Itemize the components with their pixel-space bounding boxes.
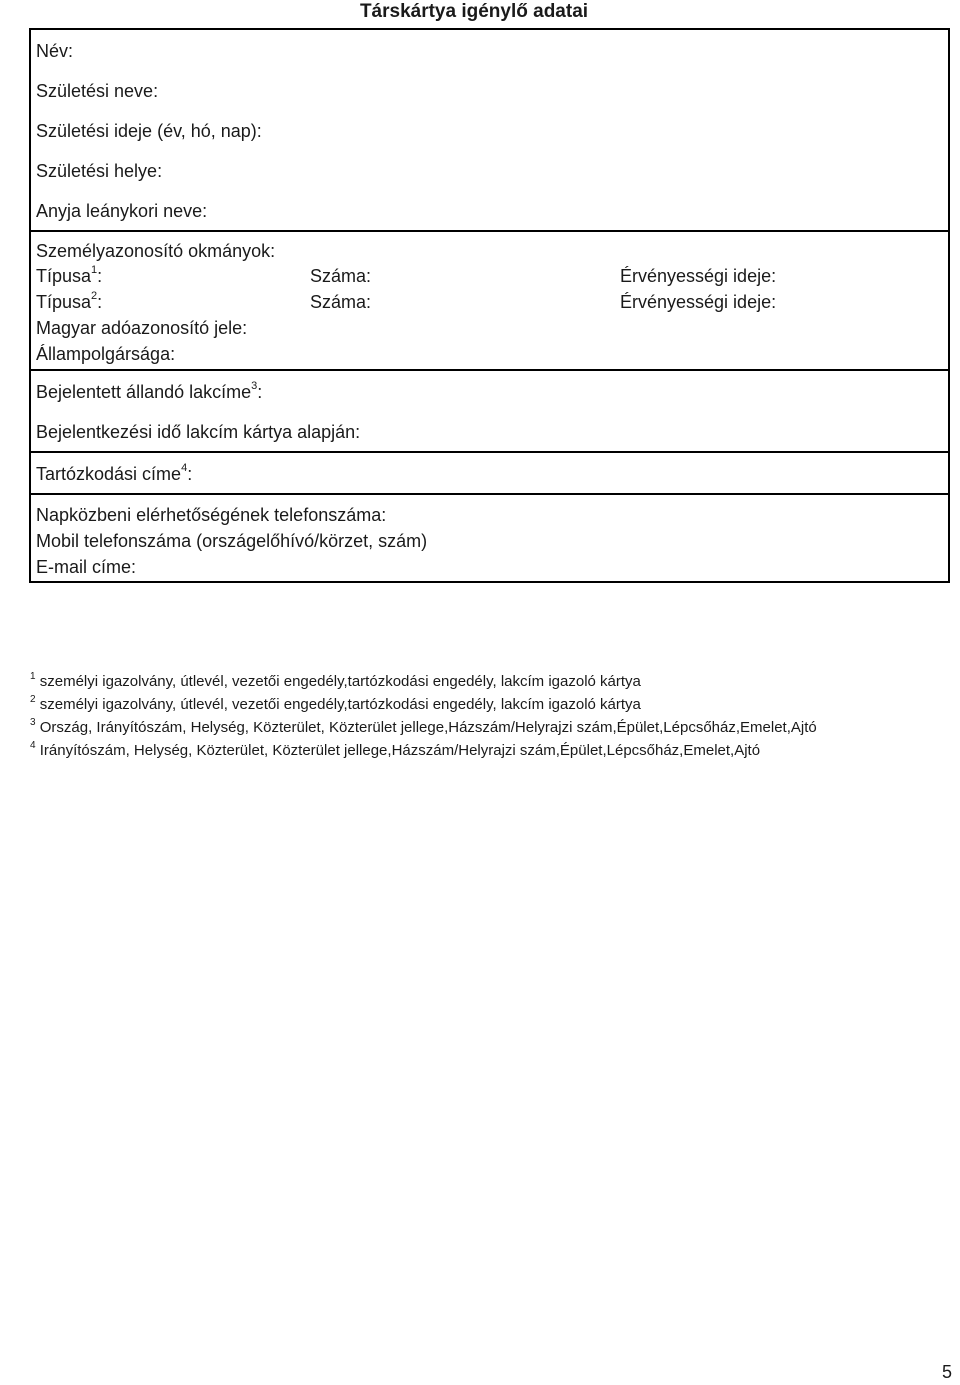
mother-name-label: Anyja leánykori neve: xyxy=(36,201,208,221)
mobile-phone-label: Mobil telefonszáma (országelőhívó/körzet, szám) xyxy=(36,531,428,551)
validity2-label: Érvényességi ideje: xyxy=(620,292,777,312)
birth-name-label: Születési neve: xyxy=(36,81,159,101)
validity1-label: Érvényességi ideje: xyxy=(620,266,777,286)
birth-date-label: Születési ideje (év, hó, nap): xyxy=(36,121,262,141)
page-title: Társkártya igénylő adatai xyxy=(359,1,589,22)
footnote-ref-1: 1 xyxy=(91,264,98,276)
footnote-1: $^1$ személyi igazolvány, útlevél, vezetői engedély,tartózkodási engedély, lakcím igazoló kártya xyxy=(30,671,641,690)
residence-label: Tartózkodási címe$^4$: xyxy=(36,462,193,484)
citizenship-label: Állampolgársága: xyxy=(36,344,176,364)
identity-section xyxy=(31,230,948,369)
footnote-4: $^4$ Irányítószám, Helység, Közterület, Közterület jellege,Házszám/Helyrajzi szám,Épület,Lépcsőház,Emelet,Ajtó xyxy=(30,740,761,759)
footnote-ref-3: 3 xyxy=(251,380,258,392)
identity-heading: Személyazonosító okmányok: xyxy=(36,241,276,261)
footnote-3: $^3$ Ország, Irányítószám, Helység, Közterület, Közterület jellege,Házszám/Helyrajzi szám,Épület,Lépcsőház,Emelet,Ajtó xyxy=(30,717,817,736)
page-number: 5 xyxy=(941,1362,952,1382)
personal-section xyxy=(31,30,948,230)
type2-label: Típusa$^2$: xyxy=(36,290,103,312)
number2-label: Száma: xyxy=(310,292,372,312)
number1-label: Száma: xyxy=(310,266,372,286)
permanent-address-label: Bejelentett állandó lakcíme$^3$: xyxy=(36,380,263,402)
residence-section xyxy=(31,451,948,495)
type1-label: Típusa$^1$: xyxy=(36,264,103,286)
footnote-2: $^2$ személyi igazolvány, útlevél, vezetői engedély,tartózkodási engedély, lakcím igazoló kártya xyxy=(30,694,641,713)
tax-id-label: Magyar adóazonosító jele: xyxy=(36,318,248,338)
daytime-phone-label: Napközbeni elérhetőségének telefonszáma: xyxy=(36,505,387,525)
email-label: E-mail címe: xyxy=(36,557,137,577)
name-label: Név: xyxy=(36,41,74,61)
contact-section xyxy=(31,493,948,583)
birth-place-label: Születési helye: xyxy=(36,161,163,181)
address-section xyxy=(31,369,948,453)
registration-time-label: Bejelentkezési idő lakcím kártya alapján: xyxy=(36,422,361,442)
footnote-ref-2: 2 xyxy=(91,290,98,302)
applicant-form xyxy=(29,28,950,583)
footnote-ref-4: 4 xyxy=(181,462,188,474)
